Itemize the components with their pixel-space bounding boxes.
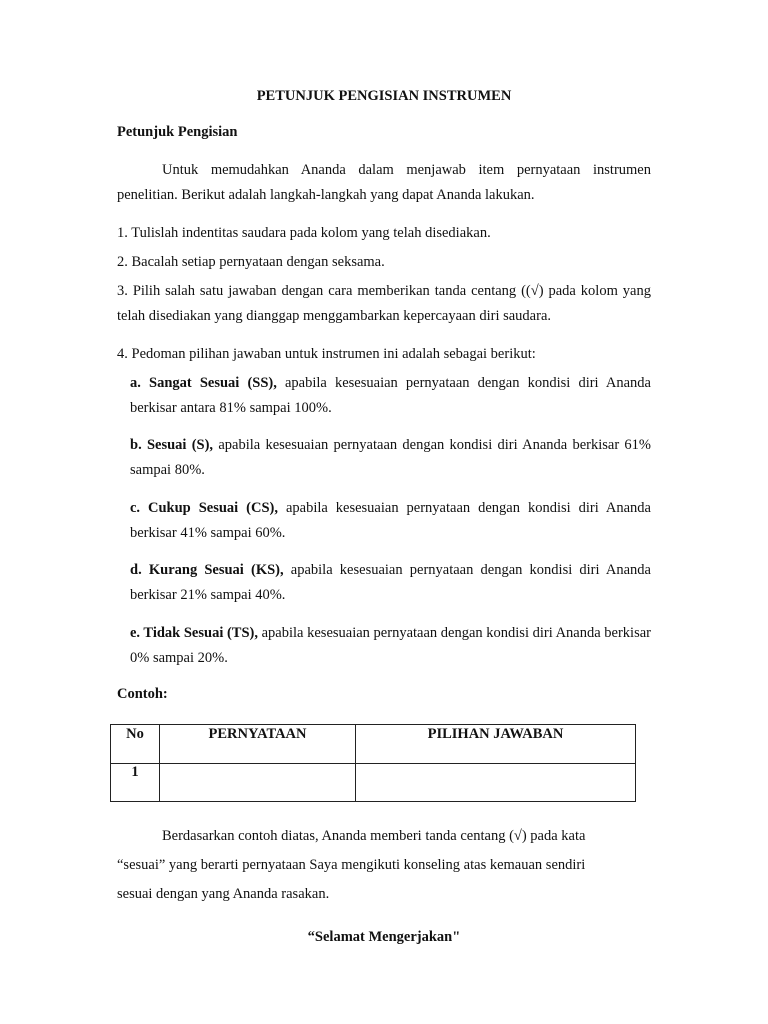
example-table [110,724,636,802]
option-ts [130,621,651,671]
option-text: apabila kesesuaian pernyataan dengan kondisi diri Ananda berkisar 61% sampai 80%. [130,437,651,478]
option-label: d. Kurang Sesuai (KS), [130,562,284,578]
table-cell-pilihan [356,764,636,802]
option-text: apabila kesesuaian pernyataan dengan kondisi diri Ananda berkisar 21% sampai 40%. [130,562,651,603]
closing-text: “Selamat Mengerjakan" [307,929,461,945]
option-label: c. Cukup Sesuai (CS), [130,500,278,516]
option-ks [130,558,651,608]
table-header-pernyataan: PERNYATAAN [160,725,356,764]
option-text: apabila kesesuaian pernyataan dengan kondisi diri Ananda berkisar antara 81% sampai 100%. [130,375,651,416]
table-header-pilihan: PILIHAN JAWABAN [356,725,636,764]
table-row [111,764,636,802]
option-ss [130,371,651,421]
table-header-no: No [111,725,160,764]
table-cell-no: 1 [111,764,160,802]
option-label: b. Sesuai (S), [130,437,214,453]
table-cell-pernyataan [160,764,356,802]
option-text: apabila kesesuaian pernyataan dengan kondisi diri Ananda berkisar 41% sampai 60%. [130,500,651,541]
example-label: Contoh: [117,686,168,702]
option-text: apabila kesesuaian pernyataan dengan kondisi diri Ananda berkisar 0% sampai 20%. [130,625,651,666]
conclusion-paragraph [117,822,651,909]
intro-paragraph: Untuk memudahkan Ananda dalam menjawab item pernyataan instrumen penelitian. Berikut adalah langkah-langkah yang dapat Ananda lakukan. [117,162,651,203]
section-heading: Petunjuk Pengisian [117,124,238,140]
option-s [130,433,651,483]
step-1: 1. Tulislah indentitas saudara pada kolom yang telah disediakan. [117,225,491,241]
option-label: e. Tidak Sesuai (TS), [130,625,258,641]
conclusion-line-2: “sesuai” yang berarti pernyataan Saya mengikuti konseling atas kemauan sendiri [117,857,586,873]
step-3: 3. Pilih salah satu jawaban dengan cara memberikan tanda centang ((√) pada kolom yang telah disediakan yang dianggap menggambarkan kepercayaan diri saudara. [117,283,651,324]
table-header-row [111,725,636,764]
conclusion-line-3: sesuai dengan yang Ananda rasakan. [117,886,330,902]
document-title: PETUNJUK PENGISIAN INSTRUMEN [256,88,512,104]
option-label: a. Sangat Sesuai (SS), [130,375,277,391]
step-4: 4. Pedoman pilihan jawaban untuk instrumen ini adalah sebagai berikut: [117,346,536,362]
step-2: 2. Bacalah setiap pernyataan dengan seksama. [117,254,385,270]
conclusion-line-1: Berdasarkan contoh diatas, Ananda memberi tanda centang (√) pada kata [162,828,586,844]
option-cs [130,496,651,546]
